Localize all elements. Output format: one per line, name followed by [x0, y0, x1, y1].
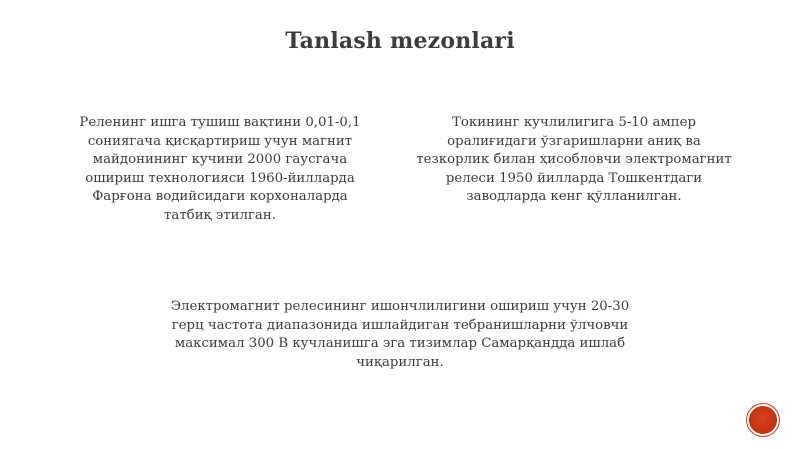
slide-title: Tanlash mezonlari [285, 28, 515, 54]
text-block-right: Токининг кучлилигига 5-10 ампер оралиғидаги ўзгаришларни аниқ ва тезкорлик билан ҳисобловчи электромагнит релеси 1950 йилларда Тошкентдаги заводларда кенг қўлланилган. [416, 115, 732, 204]
next-slide-button[interactable] [749, 406, 777, 434]
text-block-left: Реленинг ишга тушиш вақтини 0,01-0,1 сониягача қисқартириш учун магнит майдонининг кучини 2000 гаусгача ошириш технологияси 1960-йилларда Фарғона водийсидаги корхоналарда татбиқ этилган. [79, 115, 361, 223]
text-block-bottom: Электромагнит релесининг ишончлилигини ошириш учун 20-30 герц частота диапазонида ишлайдиган тебранишларни ўлчовчи максимал 300 В кучланишга эга тизимлар Самарқандда ишлаб чиқарилган. [170, 299, 630, 370]
